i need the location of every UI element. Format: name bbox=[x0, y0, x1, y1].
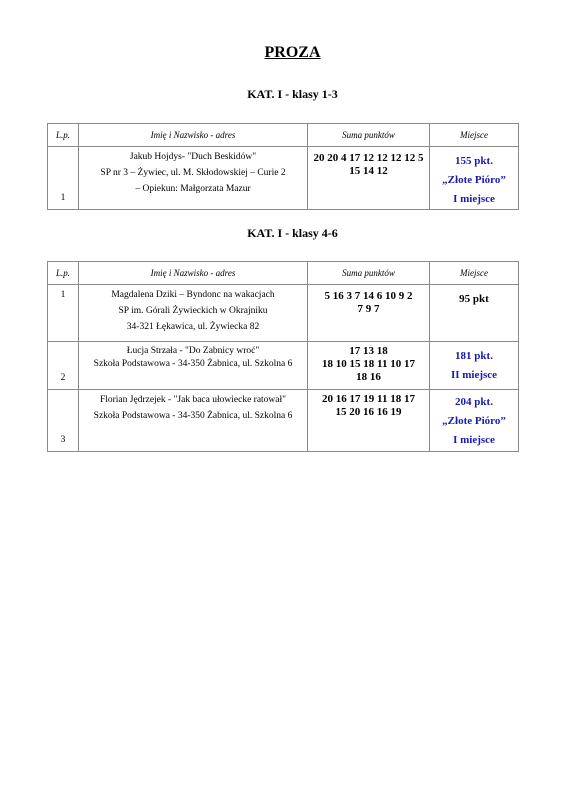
header-name: Imię i Nazwisko - adres bbox=[79, 124, 308, 147]
entry-supervisor: – Opiekun: Małgorzata Mazur bbox=[135, 184, 251, 194]
row-place-cell bbox=[430, 390, 519, 452]
table-header-row bbox=[48, 124, 519, 147]
row-lp-cell bbox=[48, 390, 79, 452]
results-table-1-3 bbox=[47, 123, 519, 210]
row-lp-cell bbox=[48, 147, 79, 210]
table-row bbox=[48, 285, 519, 342]
score-line: 15 20 16 16 19 bbox=[335, 406, 402, 418]
results-table-4-6 bbox=[47, 261, 519, 452]
header-place: Miejsce bbox=[430, 262, 519, 285]
score-line: 18 16 bbox=[356, 371, 381, 383]
place-label: I miejsce bbox=[453, 434, 495, 446]
row-place-cell bbox=[430, 342, 519, 390]
row-number: 1 bbox=[60, 193, 66, 203]
row-number: 2 bbox=[60, 373, 66, 383]
place-label: II miejsce bbox=[450, 369, 498, 381]
score-line: 17 13 18 bbox=[349, 345, 388, 357]
score-line: 20 20 4 17 12 12 12 12 5 bbox=[313, 152, 424, 164]
row-place-cell bbox=[430, 147, 519, 210]
score-line: 18 10 15 18 11 10 17 bbox=[322, 358, 415, 370]
page-title: PROZA bbox=[264, 44, 321, 61]
row-place-cell bbox=[430, 285, 519, 342]
row-name-cell bbox=[79, 390, 308, 452]
entry-school: SP im. Górali Żywieckich w Okrajniku bbox=[118, 306, 268, 316]
row-lp-cell bbox=[48, 285, 79, 342]
row-number: 3 bbox=[60, 435, 66, 445]
table-header-row bbox=[48, 262, 519, 285]
entry-school: Szkoła Podstawowa - 34-350 Żabnica, ul. Szkolna 6 bbox=[93, 359, 293, 369]
section-heading-kat-4-6: KAT. I - klasy 4-6 bbox=[247, 226, 338, 240]
entry-author-title: Florian Jędrzejek - "Jak baca ułowiecke ratował" bbox=[99, 395, 287, 405]
table-row bbox=[48, 147, 519, 210]
points-total: 155 pkt. bbox=[455, 155, 493, 167]
award-name: „Złote Pióro” bbox=[442, 415, 506, 427]
points-total: 95 pkt bbox=[459, 293, 489, 305]
score-line: 5 16 3 7 14 6 10 9 2 bbox=[324, 290, 413, 302]
header-lp: L.p. bbox=[48, 262, 79, 285]
row-number: 1 bbox=[60, 290, 66, 300]
row-score-cell bbox=[308, 342, 430, 390]
header-lp: L.p. bbox=[48, 124, 79, 147]
entry-school: Szkoła Podstawowa - 34-350 Żabnica, ul. Szkolna 6 bbox=[93, 411, 293, 421]
points-total: 204 pkt. bbox=[455, 396, 493, 408]
award-name: „Złote Pióro” bbox=[442, 174, 506, 186]
entry-author-title: Magdalena Dziki – Byndonc na wakacjach bbox=[111, 290, 275, 300]
row-score-cell bbox=[308, 147, 430, 210]
entry-school: SP nr 3 – Żywiec, ul. M. Skłodowskiej – Curie 2 bbox=[100, 168, 286, 178]
header-place: Miejsce bbox=[430, 124, 519, 147]
row-name-cell bbox=[79, 147, 308, 210]
score-line: 20 16 17 19 11 18 17 bbox=[322, 393, 415, 405]
row-name-cell bbox=[79, 342, 308, 390]
entry-author-title: Łucja Strzała - "Do Zabnicy wroć" bbox=[126, 346, 260, 356]
entry-author-title: Jakub Hojdys- "Duch Beskidów" bbox=[129, 152, 257, 162]
score-line: 15 14 12 bbox=[349, 165, 388, 177]
header-score: Suma punktów bbox=[308, 262, 430, 285]
points-total: 181 pkt. bbox=[455, 350, 493, 362]
table-row bbox=[48, 342, 519, 390]
row-name-cell bbox=[79, 285, 308, 342]
table-row bbox=[48, 390, 519, 452]
header-score: Suma punktów bbox=[308, 124, 430, 147]
row-score-cell bbox=[308, 285, 430, 342]
row-score-cell bbox=[308, 390, 430, 452]
place-label: I miejsce bbox=[453, 193, 495, 205]
header-name: Imię i Nazwisko - adres bbox=[79, 262, 308, 285]
row-lp-cell bbox=[48, 342, 79, 390]
entry-address: 34-321 Łękawica, ul. Żywiecka 82 bbox=[126, 322, 260, 332]
score-line: 7 9 7 bbox=[357, 303, 380, 315]
section-heading-kat-1-3: KAT. I - klasy 1-3 bbox=[247, 87, 338, 101]
